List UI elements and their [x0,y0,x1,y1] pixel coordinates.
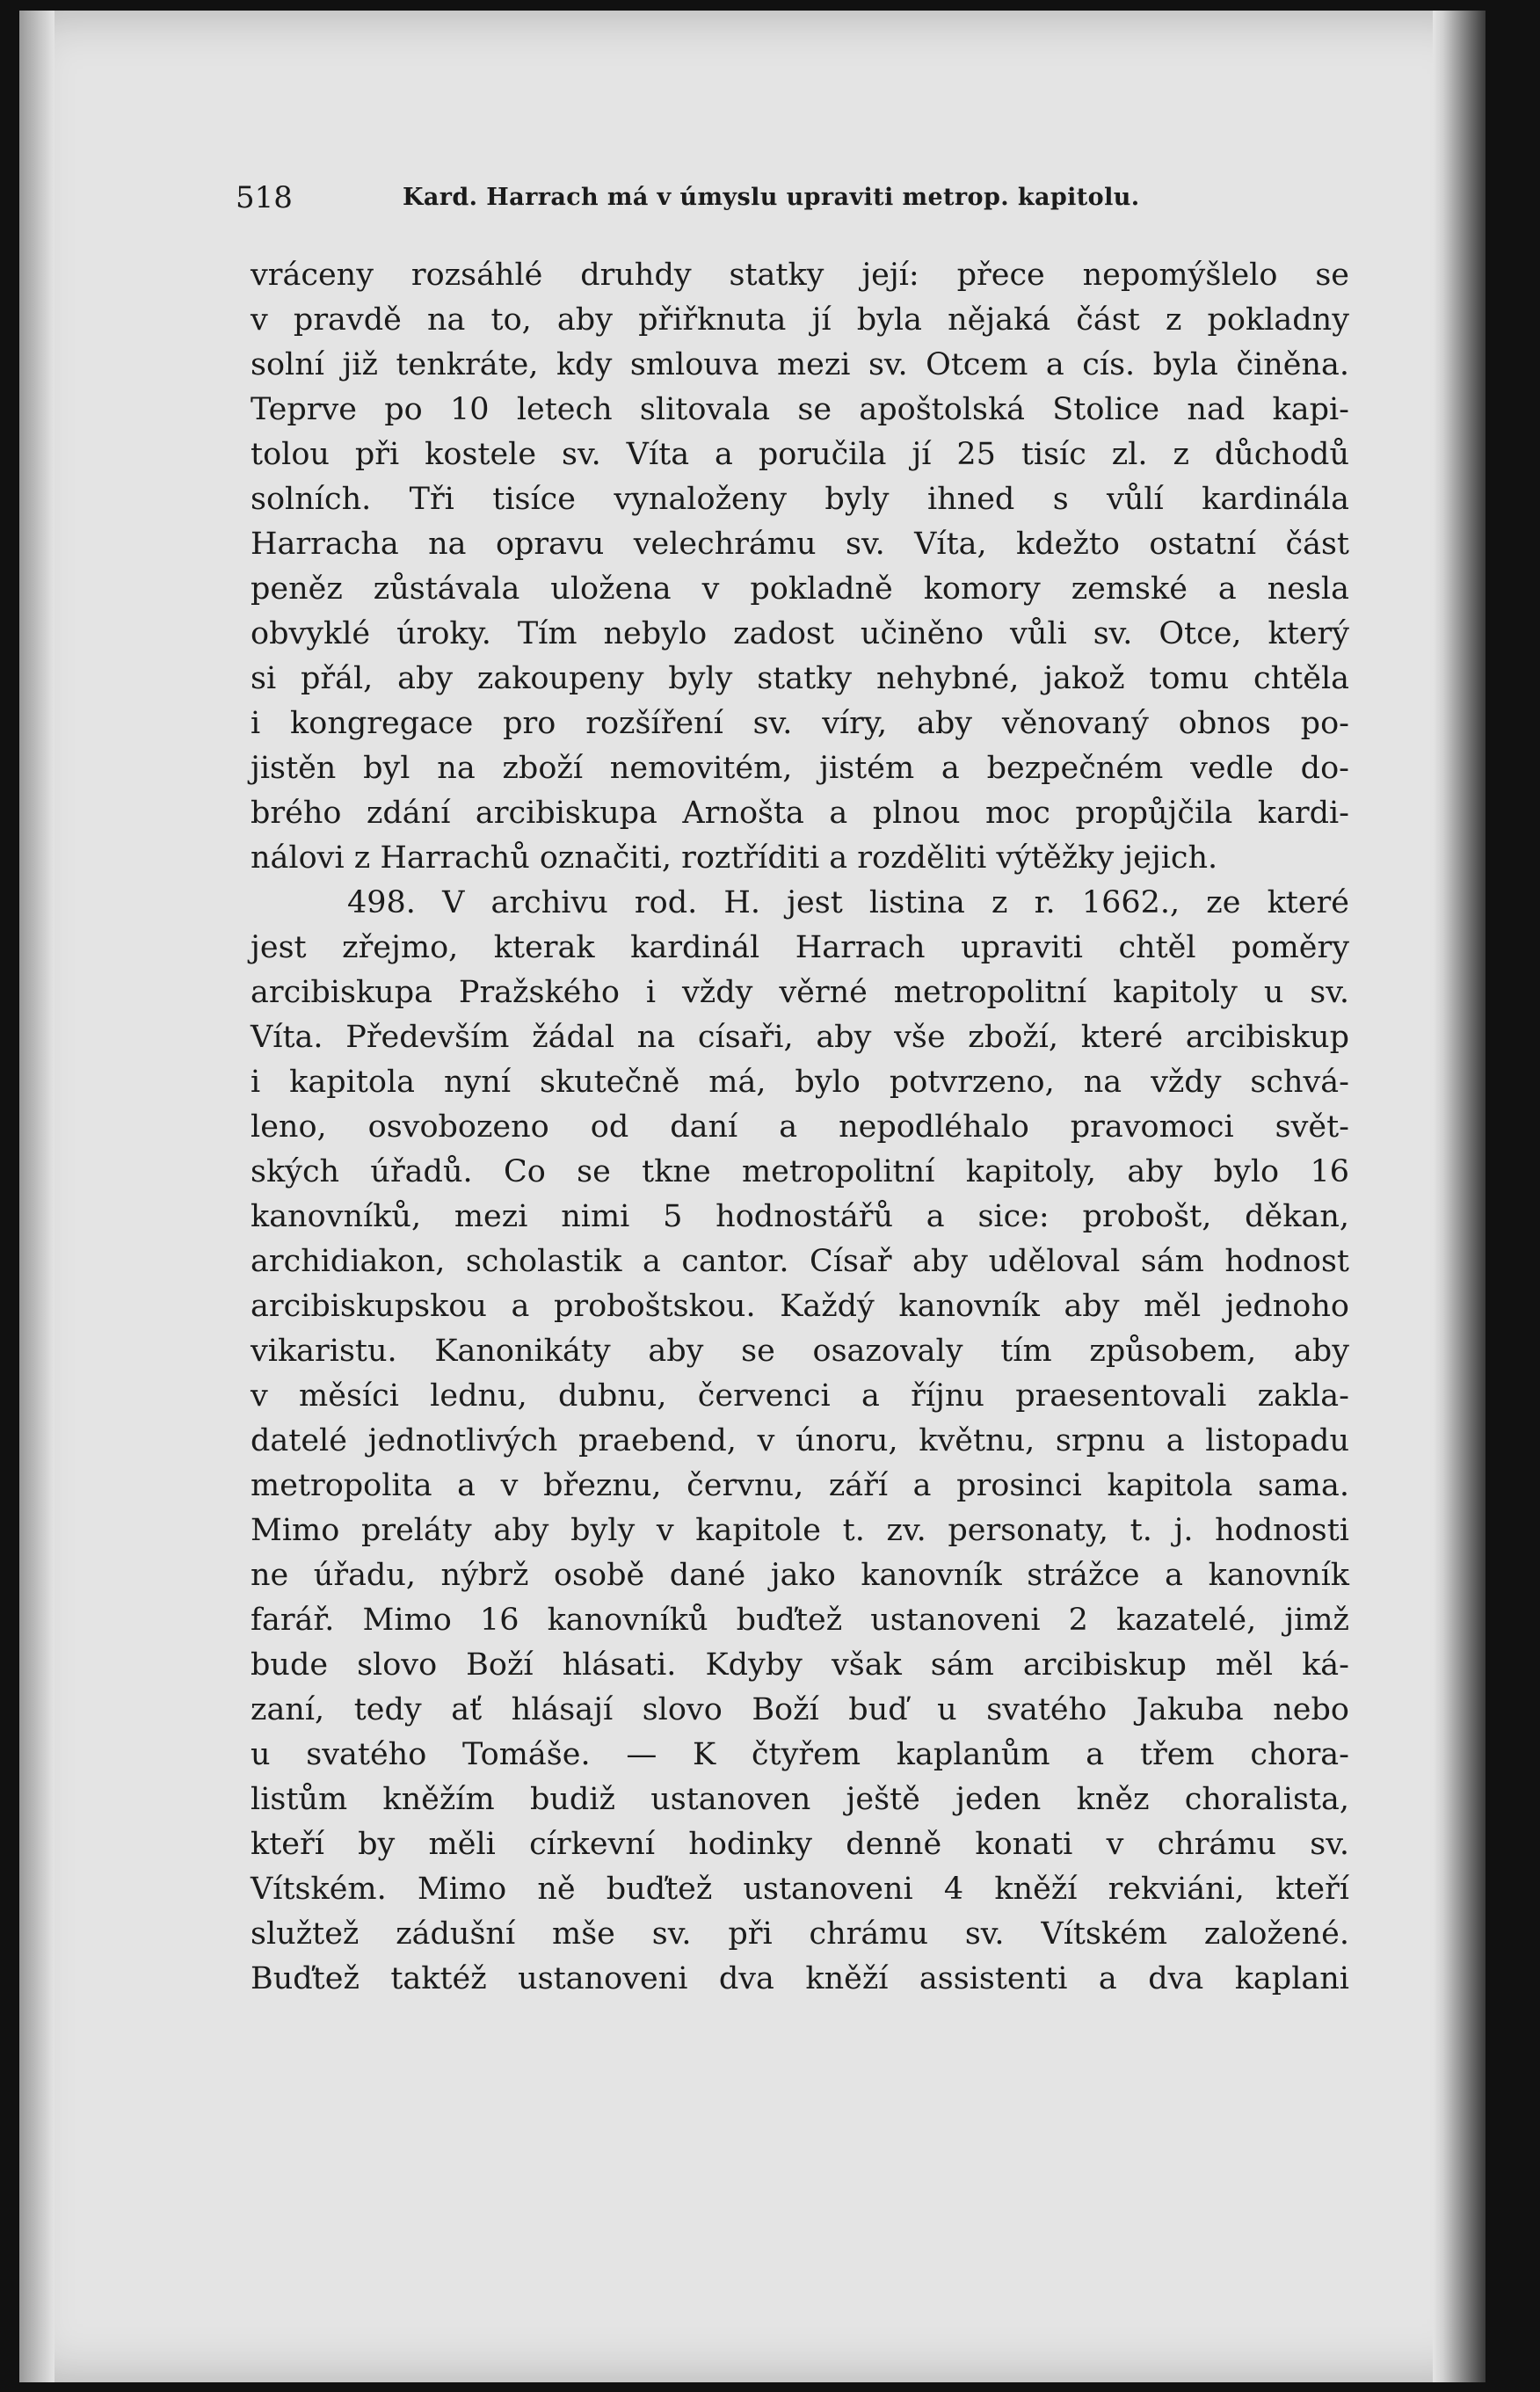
text-line: listům kněžím budiž ustanoven ještě jeden kněz choralista, [251,1782,1349,1817]
text-line: bude slovo Boží hlásati. Kdyby však sám arcibiskup měl ká- [251,1647,1349,1683]
text-line: Mimo preláty aby byly v kapitole t. zv. personaty, t. j. hodnosti [251,1513,1349,1548]
text-line: brého zdání arcibiskupa Arnošta a plnou moc propůjčila kardi- [251,796,1349,831]
text-line: farář. Mimo 16 kanovníků buďtež ustanoveni 2 kazatelé, jimž [251,1603,1349,1638]
text-line: i kapitola nyní skutečně má, bylo potvrzeno, na vždy schvá- [251,1065,1349,1100]
text-line: ských úřadů. Co se tkne metropolitní kapitoly, aby bylo 16 [251,1154,1349,1189]
text-line: solní již tenkráte, kdy smlouva mezi sv. Otcem a cís. byla činěna. [251,347,1349,382]
text-line: jistěn byl na zboží nemovitém, jistém a bezpečném vedle do- [251,751,1349,786]
text-line: arcibiskupa Pražského i vždy věrné metropolitní kapitoly u sv. [251,975,1349,1010]
text-line: kteří by měli církevní hodinky denně konati v chrámu sv. [251,1827,1349,1862]
text-line: i kongregace pro rozšíření sv. víry, aby věnovaný obnos po- [251,706,1349,741]
text-line: u svatého Tomáše. — K čtyřem kaplanům a třem chora- [251,1737,1349,1772]
text-line: v měsíci lednu, dubnu, červenci a říjnu praesentovali zakla- [251,1378,1349,1414]
text-line: solních. Tři tisíce vynaloženy byly ihned s vůlí kardinála [251,482,1349,517]
text-line: metropolita a v březnu, červnu, září a prosinci kapitola sama. [251,1468,1349,1503]
text-line: obvyklé úroky. Tím nebylo zadost učiněno vůli sv. Otce, který [251,616,1349,651]
text-line: si přál, aby zakoupeny byly statky nehybné, jakož tomu chtěla [251,661,1349,696]
page-right-shadow [1433,11,1486,2382]
text-line: arcibiskupskou a proboštskou. Každý kanovník aby měl jednoho [251,1289,1349,1324]
text-line: služtež zádušní mše sv. při chrámu sv. Vítském založené. [251,1916,1349,1952]
text-line: datelé jednotlivých praebend, v únoru, květnu, srpnu a listopadu [251,1423,1349,1458]
text-line: peněz zůstávala uložena v pokladně komory zemské a nesla [251,571,1349,607]
text-line: kanovníků, mezi nimi 5 hodnostářů a sice: probošt, děkan, [251,1199,1349,1234]
text-line: v pravdě na to, aby přiřknuta jí byla nějaká část z pokladny [251,302,1349,338]
text-line: Buďtež taktéž ustanoveni dva kněží assistenti a dva kaplani [251,1961,1349,1996]
text-line: zaní, tedy ať hlásají slovo Boží buď u svatého Jakuba nebo [251,1692,1349,1727]
paragraph-start-line: 498. V archivu rod. H. jest listina z r. 1662., ze které [347,885,1349,920]
text-line: Víta. Především žádal na císaři, aby vše zboží, které arcibiskup [251,1020,1349,1055]
running-title: Kard. Harrach má v úmyslu upraviti metrop. kapitolu. [403,184,1140,211]
text-line: vráceny rozsáhlé druhdy statky její: přece nepomýšlelo se [251,258,1349,293]
page-left-shadow [19,11,54,2382]
text-line: Vítském. Mimo ně buďtež ustanoveni 4 kněží rekviáni, kteří [251,1872,1349,1907]
text-line: Harracha na opravu velechrámu sv. Víta, kdežto ostatní část [251,527,1349,562]
text-line: jest zřejmo, kterak kardinál Harrach upraviti chtěl poměry [251,930,1349,965]
text-line: nálovi z Harrachů označiti, roztříditi a rozděliti výtěžky jejich. [251,840,1218,876]
text-line: tolou při kostele sv. Víta a poručila jí 25 tisíc zl. z důchodů [251,437,1349,472]
body-text [251,253,1349,2002]
text-line: archidiakon, scholastik a cantor. Císař aby uděloval sám hodnost [251,1244,1349,1279]
text-line: ne úřadu, nýbrž osobě dané jako kanovník strážce a kanovník [251,1558,1349,1593]
page-header [236,180,1334,224]
text-line: Teprve po 10 letech slitovala se apoštolská Stolice nad kapi- [251,392,1349,427]
page-number: 518 [236,180,293,215]
text-line: leno, osvobozeno od daní a nepodléhalo pravomoci svět- [251,1109,1349,1145]
text-line: vikaristu. Kanonikáty aby se osazovaly tím způsobem, aby [251,1334,1349,1369]
